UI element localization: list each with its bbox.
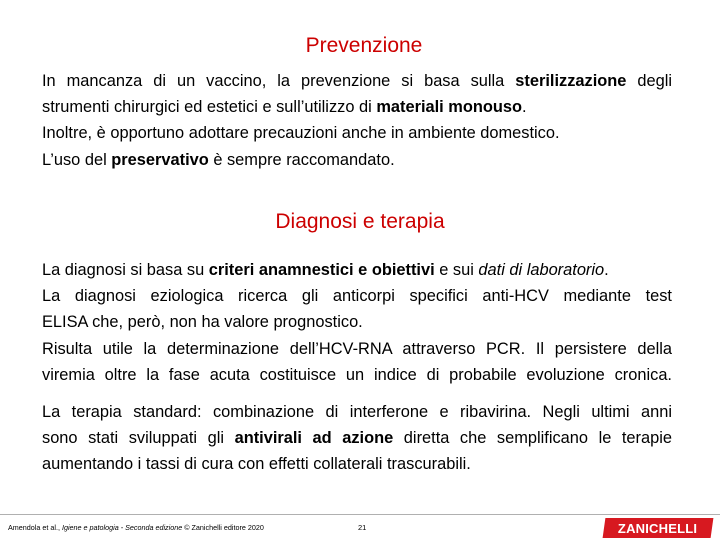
page-number: 21: [358, 523, 367, 532]
text-line: La terapia standard: combinazione di interferone e ribavirina. Negli ultimi anni: [42, 403, 672, 421]
therapy-paragraph: [42, 399, 672, 478]
text-line: In mancanza di un vaccino, la prevenzione si basa sulla sterilizzazione degli: [42, 72, 673, 90]
text-line: aumentando i tassi di cura con effetti collaterali trascurabili.: [42, 455, 471, 474]
text-line: L’uso del preservativo è sempre raccomandato.: [42, 150, 395, 169]
diagnosis-paragraph: [42, 257, 672, 388]
text-line: viremia oltre la fase acuta costituisce un indice di probabile evoluzione cronica.: [42, 365, 672, 384]
text-line: ELISA che, però, non ha valore prognostico.: [42, 313, 363, 332]
diagnosis-heading: Diagnosi e terapia: [275, 210, 445, 233]
text-line: La diagnosi si basa su criteri anamnestici e obiettivi e sui dati di laboratorio.: [42, 261, 609, 279]
footer-citation: Amendola et al., Igiene e patologia - Seconda edizione © Zanichelli editore 2020: [8, 523, 264, 532]
zanichelli-logo: ZANICHELLI: [603, 518, 714, 538]
text-line: strumenti chirurgici ed estetici e sull’utilizzo di materiali monouso.: [42, 98, 527, 117]
text-line: La diagnosi eziologica ricerca gli anticorpi specifici anti-HCV mediante test: [42, 287, 672, 306]
text-line: sono stati sviluppati gli antivirali ad azione diretta che semplificano le terapie: [42, 429, 672, 448]
text-line: Inoltre, è opportuno adottare precauzioni anche in ambiente domestico.: [42, 124, 560, 143]
prevention-heading: Prevenzione: [305, 34, 423, 57]
prevention-paragraph: [42, 68, 672, 173]
text-line: Risulta utile la determinazione dell’HCV-RNA attraverso PCR. Il persistere della: [42, 339, 672, 358]
